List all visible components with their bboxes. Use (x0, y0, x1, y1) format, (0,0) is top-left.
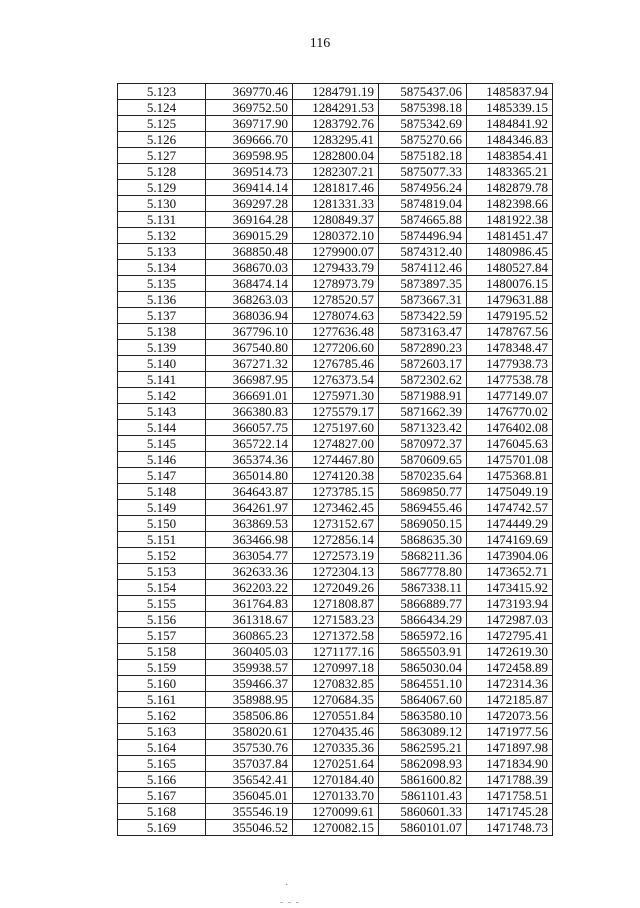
coordinate-cell: 1277206.60 (293, 340, 379, 356)
coordinate-cell: 1471758.51 (467, 788, 553, 804)
coordinate-cell: 5870609.65 (379, 452, 467, 468)
coordinate-cell: 1276373.54 (293, 372, 379, 388)
coordinate-cell: 1480527.84 (467, 260, 553, 276)
table-row (118, 548, 553, 564)
coordinate-cell: 1274827.00 (293, 436, 379, 452)
coordinate-cell: 1471748.73 (467, 820, 553, 836)
coordinate-cell: 369414.14 (206, 180, 293, 196)
coordinate-cell: 1270082.15 (293, 820, 379, 836)
coordinate-cell: 368670.03 (206, 260, 293, 276)
coordinate-cell: 1485339.15 (467, 100, 553, 116)
coordinate-cell: 1278973.79 (293, 276, 379, 292)
coordinate-cell: 363054.77 (206, 548, 293, 564)
coordinate-cell: 367271.32 (206, 356, 293, 372)
table-row (118, 212, 553, 228)
coordinate-cell: 1272856.14 (293, 532, 379, 548)
coordinate-cell: 360405.03 (206, 644, 293, 660)
point-id-cell: 5.123 (118, 84, 206, 100)
table-row (118, 532, 553, 548)
coordinate-cell: 1471897.98 (467, 740, 553, 756)
coordinate-cell: 355046.52 (206, 820, 293, 836)
coordinate-cell: 5869050.15 (379, 516, 467, 532)
coordinate-cell: 356542.41 (206, 772, 293, 788)
coordinate-cell: 1476045.63 (467, 436, 553, 452)
coordinate-cell: 1270551.84 (293, 708, 379, 724)
point-id-cell: 5.163 (118, 724, 206, 740)
coordinate-cell: 1481451.47 (467, 228, 553, 244)
coordinate-cell: 5874496.94 (379, 228, 467, 244)
footer-mark: · (285, 880, 289, 891)
coordinate-cell: 369015.29 (206, 228, 293, 244)
coordinate-cell: 1278074.63 (293, 308, 379, 324)
point-id-cell: 5.134 (118, 260, 206, 276)
coordinate-cell: 1482398.66 (467, 196, 553, 212)
coordinate-cell: 1272049.26 (293, 580, 379, 596)
coordinate-cell: 5872603.17 (379, 356, 467, 372)
coordinate-cell: 359938.57 (206, 660, 293, 676)
table-row (118, 356, 553, 372)
coordinate-cell: 5863089.12 (379, 724, 467, 740)
coordinate-cell: 1481922.38 (467, 212, 553, 228)
coordinate-cell: 1274120.38 (293, 468, 379, 484)
coordinate-cell: 1275197.60 (293, 420, 379, 436)
coordinate-cell: 1270832.85 (293, 676, 379, 692)
point-id-cell: 5.132 (118, 228, 206, 244)
coordinate-cell: 5860601.33 (379, 804, 467, 820)
coordinate-cell: 1484841.92 (467, 116, 553, 132)
table-row (118, 420, 553, 436)
coordinate-cell: 369514.73 (206, 164, 293, 180)
coordinate-cell: 5864551.10 (379, 676, 467, 692)
coordinate-cell: 5863580.10 (379, 708, 467, 724)
coordinate-cell: 368036.94 (206, 308, 293, 324)
coordinate-cell: 368850.48 (206, 244, 293, 260)
coordinate-cell: 1280849.37 (293, 212, 379, 228)
table-row (118, 484, 553, 500)
coordinate-cell: 5866889.77 (379, 596, 467, 612)
table-row (118, 340, 553, 356)
coordinate-cell: 5874956.24 (379, 180, 467, 196)
coordinate-cell: 5868211.36 (379, 548, 467, 564)
point-id-cell: 5.129 (118, 180, 206, 196)
coordinate-cell: 1472458.89 (467, 660, 553, 676)
table-row (118, 772, 553, 788)
coordinate-cell: 1271583.23 (293, 612, 379, 628)
table-row (118, 228, 553, 244)
coordinate-cell: 1483365.21 (467, 164, 553, 180)
coordinate-cell: 5872890.23 (379, 340, 467, 356)
table-row (118, 84, 553, 100)
coordinate-cell: 1477538.78 (467, 372, 553, 388)
table-row (118, 660, 553, 676)
coordinate-cell: 5874819.04 (379, 196, 467, 212)
coordinate-cell: 5864067.60 (379, 692, 467, 708)
coordinate-cell: 1270435.46 (293, 724, 379, 740)
coordinate-cell: 1280372.10 (293, 228, 379, 244)
coordinate-cell: 1473415.92 (467, 580, 553, 596)
coordinate-cell: 366057.75 (206, 420, 293, 436)
point-id-cell: 5.166 (118, 772, 206, 788)
coordinate-cell: 365722.14 (206, 436, 293, 452)
point-id-cell: 5.126 (118, 132, 206, 148)
coordinate-cell: 1474169.69 (467, 532, 553, 548)
coordinates-table-body (118, 84, 553, 836)
coordinate-cell: 1477149.07 (467, 388, 553, 404)
coordinate-cell: 1275971.30 (293, 388, 379, 404)
coordinate-cell: 1271372.58 (293, 628, 379, 644)
coordinate-cell: 1478348.47 (467, 340, 553, 356)
point-id-cell: 5.130 (118, 196, 206, 212)
table-row (118, 516, 553, 532)
table-row (118, 292, 553, 308)
coordinate-cell: 5875342.69 (379, 116, 467, 132)
coordinate-cell: 1281331.33 (293, 196, 379, 212)
coordinate-cell: 1480076.15 (467, 276, 553, 292)
table-row (118, 116, 553, 132)
coordinate-cell: 5862098.93 (379, 756, 467, 772)
coordinate-cell: 360865.23 (206, 628, 293, 644)
table-row (118, 596, 553, 612)
table-row (118, 324, 553, 340)
coordinate-cell: 1270251.64 (293, 756, 379, 772)
point-id-cell: 5.124 (118, 100, 206, 116)
point-id-cell: 5.148 (118, 484, 206, 500)
coordinate-cell: 5860101.07 (379, 820, 467, 836)
table-row (118, 580, 553, 596)
coordinate-cell: 1276785.46 (293, 356, 379, 372)
point-id-cell: 5.142 (118, 388, 206, 404)
coordinate-cell: 1478767.56 (467, 324, 553, 340)
coordinate-cell: 1271177.16 (293, 644, 379, 660)
table-row (118, 308, 553, 324)
coordinate-cell: 1477938.73 (467, 356, 553, 372)
coordinate-cell: 369297.28 (206, 196, 293, 212)
coordinate-cell: 1471834.90 (467, 756, 553, 772)
coordinate-cell: 1270133.70 (293, 788, 379, 804)
table-row (118, 676, 553, 692)
table-row (118, 500, 553, 516)
table-row (118, 244, 553, 260)
coordinate-cell: 1273462.45 (293, 500, 379, 516)
coordinate-cell: 364261.97 (206, 500, 293, 516)
coordinate-cell: 1270335.36 (293, 740, 379, 756)
point-id-cell: 5.139 (118, 340, 206, 356)
coordinate-cell: 5873897.35 (379, 276, 467, 292)
coordinate-cell: 5871662.39 (379, 404, 467, 420)
coordinate-cell: 361764.83 (206, 596, 293, 612)
point-id-cell: 5.158 (118, 644, 206, 660)
coordinate-cell: 365374.36 (206, 452, 293, 468)
table-row (118, 468, 553, 484)
coordinate-cell: 1480986.45 (467, 244, 553, 260)
point-id-cell: 5.140 (118, 356, 206, 372)
coordinate-cell: 5874112.46 (379, 260, 467, 276)
point-id-cell: 5.152 (118, 548, 206, 564)
coordinate-cell: 5865030.04 (379, 660, 467, 676)
table-row (118, 148, 553, 164)
table-row (118, 644, 553, 660)
table-row (118, 740, 553, 756)
coordinate-cell: 5875270.66 (379, 132, 467, 148)
point-id-cell: 5.161 (118, 692, 206, 708)
coordinate-cell: 1270099.61 (293, 804, 379, 820)
table-row (118, 804, 553, 820)
coordinate-cell: 368263.03 (206, 292, 293, 308)
coordinate-cell: 1274467.80 (293, 452, 379, 468)
point-id-cell: 5.164 (118, 740, 206, 756)
coordinate-cell: 5873667.31 (379, 292, 467, 308)
coordinate-cell: 1474742.57 (467, 500, 553, 516)
coordinate-cell: 5870972.37 (379, 436, 467, 452)
coordinate-cell: 5861600.82 (379, 772, 467, 788)
coordinate-cell: 1471977.56 (467, 724, 553, 740)
coordinate-cell: 1475368.81 (467, 468, 553, 484)
coordinate-cell: 1482879.78 (467, 180, 553, 196)
coordinate-cell: 5868635.30 (379, 532, 467, 548)
coordinate-cell: 362203.22 (206, 580, 293, 596)
coordinate-cell: 1475049.19 (467, 484, 553, 500)
coordinate-cell: 362633.36 (206, 564, 293, 580)
coordinate-cell: 1278520.57 (293, 292, 379, 308)
coordinate-cell: 365014.80 (206, 468, 293, 484)
coordinate-cell: 1472619.30 (467, 644, 553, 660)
coordinate-cell: 1273785.15 (293, 484, 379, 500)
point-id-cell: 5.125 (118, 116, 206, 132)
coordinate-cell: 1472073.56 (467, 708, 553, 724)
coordinate-cell: 1283295.41 (293, 132, 379, 148)
table-row (118, 788, 553, 804)
point-id-cell: 5.144 (118, 420, 206, 436)
point-id-cell: 5.143 (118, 404, 206, 420)
table-row (118, 276, 553, 292)
point-id-cell: 5.151 (118, 532, 206, 548)
coordinate-cell: 369752.50 (206, 100, 293, 116)
coordinate-cell: 1272573.19 (293, 548, 379, 564)
table-row (118, 628, 553, 644)
point-id-cell: 5.138 (118, 324, 206, 340)
footer-dash: - - - (280, 897, 300, 908)
coordinate-cell: 5875437.06 (379, 84, 467, 100)
point-id-cell: 5.133 (118, 244, 206, 260)
coordinate-cell: 5874665.88 (379, 212, 467, 228)
table-row (118, 612, 553, 628)
coordinate-cell: 1476770.02 (467, 404, 553, 420)
point-id-cell: 5.145 (118, 436, 206, 452)
point-id-cell: 5.155 (118, 596, 206, 612)
coordinate-cell: 5869455.46 (379, 500, 467, 516)
point-id-cell: 5.157 (118, 628, 206, 644)
coordinate-cell: 369717.90 (206, 116, 293, 132)
point-id-cell: 5.167 (118, 788, 206, 804)
coordinate-cell: 369666.70 (206, 132, 293, 148)
coordinate-cell: 366987.95 (206, 372, 293, 388)
coordinate-cell: 357037.84 (206, 756, 293, 772)
coordinate-cell: 5873163.47 (379, 324, 467, 340)
coordinate-cell: 1283792.76 (293, 116, 379, 132)
coordinate-cell: 367540.80 (206, 340, 293, 356)
coordinate-cell: 361318.67 (206, 612, 293, 628)
point-id-cell: 5.168 (118, 804, 206, 820)
point-id-cell: 5.127 (118, 148, 206, 164)
table-row (118, 820, 553, 836)
coordinate-cell: 358506.86 (206, 708, 293, 724)
coordinate-cell: 1277636.48 (293, 324, 379, 340)
coordinate-cell: 5870235.64 (379, 468, 467, 484)
coordinate-cell: 1479195.52 (467, 308, 553, 324)
point-id-cell: 5.154 (118, 580, 206, 596)
coordinate-cell: 1270184.40 (293, 772, 379, 788)
coordinate-cell: 358020.61 (206, 724, 293, 740)
coordinate-cell: 358988.95 (206, 692, 293, 708)
table-row (118, 100, 553, 116)
coordinate-cell: 1471788.39 (467, 772, 553, 788)
coordinate-cell: 1476402.08 (467, 420, 553, 436)
table-row (118, 692, 553, 708)
coordinate-cell: 359466.37 (206, 676, 293, 692)
coordinate-cell: 1471745.28 (467, 804, 553, 820)
table-row (118, 708, 553, 724)
table-row (118, 452, 553, 468)
coordinate-cell: 1273152.67 (293, 516, 379, 532)
coordinate-cell: 1282800.04 (293, 148, 379, 164)
coordinate-cell: 356045.01 (206, 788, 293, 804)
coordinate-cell: 1275579.17 (293, 404, 379, 420)
point-id-cell: 5.150 (118, 516, 206, 532)
coordinate-cell: 1479631.88 (467, 292, 553, 308)
table-row (118, 724, 553, 740)
coordinate-cell: 5865972.16 (379, 628, 467, 644)
coordinate-cell: 363466.98 (206, 532, 293, 548)
coordinate-cell: 1284791.19 (293, 84, 379, 100)
coordinate-cell: 5873422.59 (379, 308, 467, 324)
point-id-cell: 5.169 (118, 820, 206, 836)
coordinate-cell: 364643.87 (206, 484, 293, 500)
table-row (118, 132, 553, 148)
coordinate-cell: 5869850.77 (379, 484, 467, 500)
point-id-cell: 5.131 (118, 212, 206, 228)
point-id-cell: 5.149 (118, 500, 206, 516)
coordinate-cell: 5874312.40 (379, 244, 467, 260)
table-row (118, 436, 553, 452)
table-row (118, 564, 553, 580)
coordinate-cell: 5872302.62 (379, 372, 467, 388)
point-id-cell: 5.162 (118, 708, 206, 724)
table-row (118, 756, 553, 772)
coordinate-cell: 1483854.41 (467, 148, 553, 164)
coordinate-cell: 5871988.91 (379, 388, 467, 404)
point-id-cell: 5.128 (118, 164, 206, 180)
point-id-cell: 5.165 (118, 756, 206, 772)
coordinate-cell: 1284291.53 (293, 100, 379, 116)
coordinate-cell: 5875077.33 (379, 164, 467, 180)
coordinates-table (117, 83, 553, 836)
table-row (118, 260, 553, 276)
point-id-cell: 5.146 (118, 452, 206, 468)
point-id-cell: 5.135 (118, 276, 206, 292)
coordinate-cell: 1282307.21 (293, 164, 379, 180)
coordinate-cell: 1473652.71 (467, 564, 553, 580)
table-row (118, 180, 553, 196)
point-id-cell: 5.137 (118, 308, 206, 324)
coordinate-cell: 1472314.36 (467, 676, 553, 692)
coordinate-cell: 1270684.35 (293, 692, 379, 708)
coordinate-cell: 357530.76 (206, 740, 293, 756)
point-id-cell: 5.156 (118, 612, 206, 628)
coordinate-cell: 355546.19 (206, 804, 293, 820)
table-row (118, 388, 553, 404)
coordinate-cell: 1472795.41 (467, 628, 553, 644)
coordinate-cell: 5862595.21 (379, 740, 467, 756)
coordinate-cell: 5865503.91 (379, 644, 467, 660)
coordinate-cell: 1484346.83 (467, 132, 553, 148)
table-row (118, 372, 553, 388)
coordinate-cell: 1472185.87 (467, 692, 553, 708)
point-id-cell: 5.160 (118, 676, 206, 692)
coordinate-cell: 5875182.18 (379, 148, 467, 164)
coordinate-cell: 5867778.80 (379, 564, 467, 580)
coordinate-cell: 1474449.29 (467, 516, 553, 532)
table-row (118, 404, 553, 420)
coordinate-cell: 369770.46 (206, 84, 293, 100)
coordinate-cell: 1279900.07 (293, 244, 379, 260)
table-row (118, 164, 553, 180)
coordinate-cell: 1475701.08 (467, 452, 553, 468)
point-id-cell: 5.136 (118, 292, 206, 308)
coordinate-cell: 1281817.46 (293, 180, 379, 196)
coordinate-cell: 1279433.79 (293, 260, 379, 276)
point-id-cell: 5.147 (118, 468, 206, 484)
coordinate-cell: 5866434.29 (379, 612, 467, 628)
point-id-cell: 5.141 (118, 372, 206, 388)
coordinate-cell: 366691.01 (206, 388, 293, 404)
coordinate-cell: 1270997.18 (293, 660, 379, 676)
coordinate-cell: 5871323.42 (379, 420, 467, 436)
coordinate-cell: 5861101.43 (379, 788, 467, 804)
table-row (118, 196, 553, 212)
coordinate-cell: 1473904.06 (467, 548, 553, 564)
coordinate-cell: 368474.14 (206, 276, 293, 292)
coordinate-cell: 369164.28 (206, 212, 293, 228)
coordinate-cell: 5875398.18 (379, 100, 467, 116)
coordinate-cell: 1472987.03 (467, 612, 553, 628)
coordinate-cell: 369598.95 (206, 148, 293, 164)
point-id-cell: 5.153 (118, 564, 206, 580)
coordinate-cell: 367796.10 (206, 324, 293, 340)
coordinate-cell: 1473193.94 (467, 596, 553, 612)
coordinate-cell: 5867338.11 (379, 580, 467, 596)
coordinate-cell: 1272304.13 (293, 564, 379, 580)
coordinate-cell: 366380.83 (206, 404, 293, 420)
coordinate-cell: 363869.53 (206, 516, 293, 532)
page-number: 116 (309, 36, 331, 51)
coordinate-cell: 1485837.94 (467, 84, 553, 100)
coordinate-cell: 1271808.87 (293, 596, 379, 612)
point-id-cell: 5.159 (118, 660, 206, 676)
